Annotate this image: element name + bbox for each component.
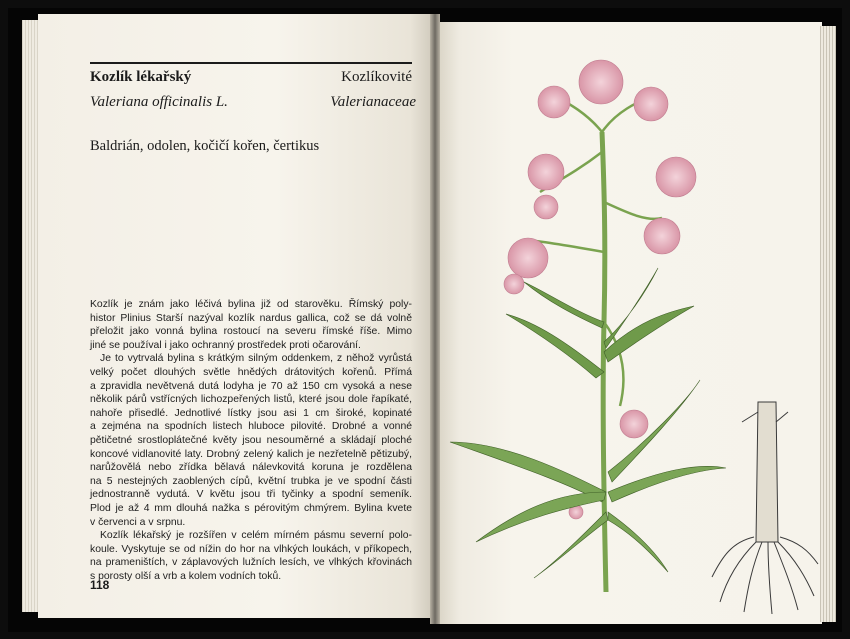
text-line: koule. Vyskytuje se od nížin do hor na vlhkých loukách, v příkopech, <box>90 543 412 555</box>
latin-family: Valerianaceae <box>330 94 416 110</box>
text-line: histor Plinius Starší nazýval kozlík nardus gallica, což se dá volně <box>90 312 412 324</box>
text-line: několik párů vstřícných lichozpeřených listů, které jsou dole řapíkaté, <box>90 394 412 406</box>
right-page-edges <box>820 26 836 622</box>
text-line: a zejména na spodních listech hluboce pilovité. Drobné a vonné <box>90 421 412 433</box>
text-line: nahoře přisedlé. Jednotlivé lístky jsou asi 1 cm široké, kopinaté <box>90 407 412 419</box>
text-line: jiné se používal i jako ochranný prostředek proti očarování. <box>90 339 361 351</box>
text-line: a zpravidla nevětvená dutá lodyha je 70 až 150 cm vysoká a nese <box>90 380 412 392</box>
description-text <box>90 298 412 583</box>
plant-family: Kozlíkovité <box>341 69 412 85</box>
valerian-rhizome-illustration <box>712 402 818 614</box>
text-line: na 5 nestejných zaoblených cípů, květní trubka je ve spodní části <box>90 475 412 487</box>
header-rule <box>90 62 412 64</box>
plant-title: Kozlík lékařský <box>90 69 192 85</box>
common-synonyms: Baldrián, odolen, kočičí kořen, čertikus <box>90 138 320 154</box>
text-line: přeložit jako vonná bylina rostoucí na severu římské říše. Mimo <box>90 326 412 338</box>
text-line: jednostranně vydutá. V květu jsou tři tyčinky a spodní semeník. <box>90 489 412 501</box>
text-line: koncové vidlanovité laty. Drobný zelený kalich je nezřetelně pětizubý, <box>90 448 412 460</box>
text-line: s porosty olší a vrb a kolem vodních toků. <box>90 570 282 582</box>
text-line: pětičetné srostloplátečné květy jsou nesouměrné a skládají ploché <box>90 434 412 446</box>
text-line: Je to vytrvalá bylina s krátkým silným oddenkem, z něhož vyrůstá <box>100 353 412 365</box>
valerian-plant-illustration <box>436 22 822 622</box>
latin-name: Valeriana officinalis L. <box>90 94 228 110</box>
page-number: 118 <box>90 578 110 592</box>
text-line: v červenci a v srpnu. <box>90 516 186 528</box>
text-line: Kozlík je znám jako léčivá bylina již od starověku. Římský poly- <box>90 299 412 310</box>
text-line: velký počet dlouhých světle hnědých drátovitých kořenů. Přímá <box>90 366 412 378</box>
text-line: Kozlík lékařský je rozšířen v celém mírném pásmu severní polo- <box>100 530 412 542</box>
text-line: Plod je až 4 mm dlouhá nažka s pérovitým chmýrem. Bylina kvete <box>90 502 412 514</box>
text-line: na prameništích, v záplavových lužních lesích, ve vlhkých křovinách <box>90 557 412 569</box>
text-line: narůžovělá nebo zřídka bělavá nálevkovitá koruna je rozdělena <box>90 462 412 474</box>
